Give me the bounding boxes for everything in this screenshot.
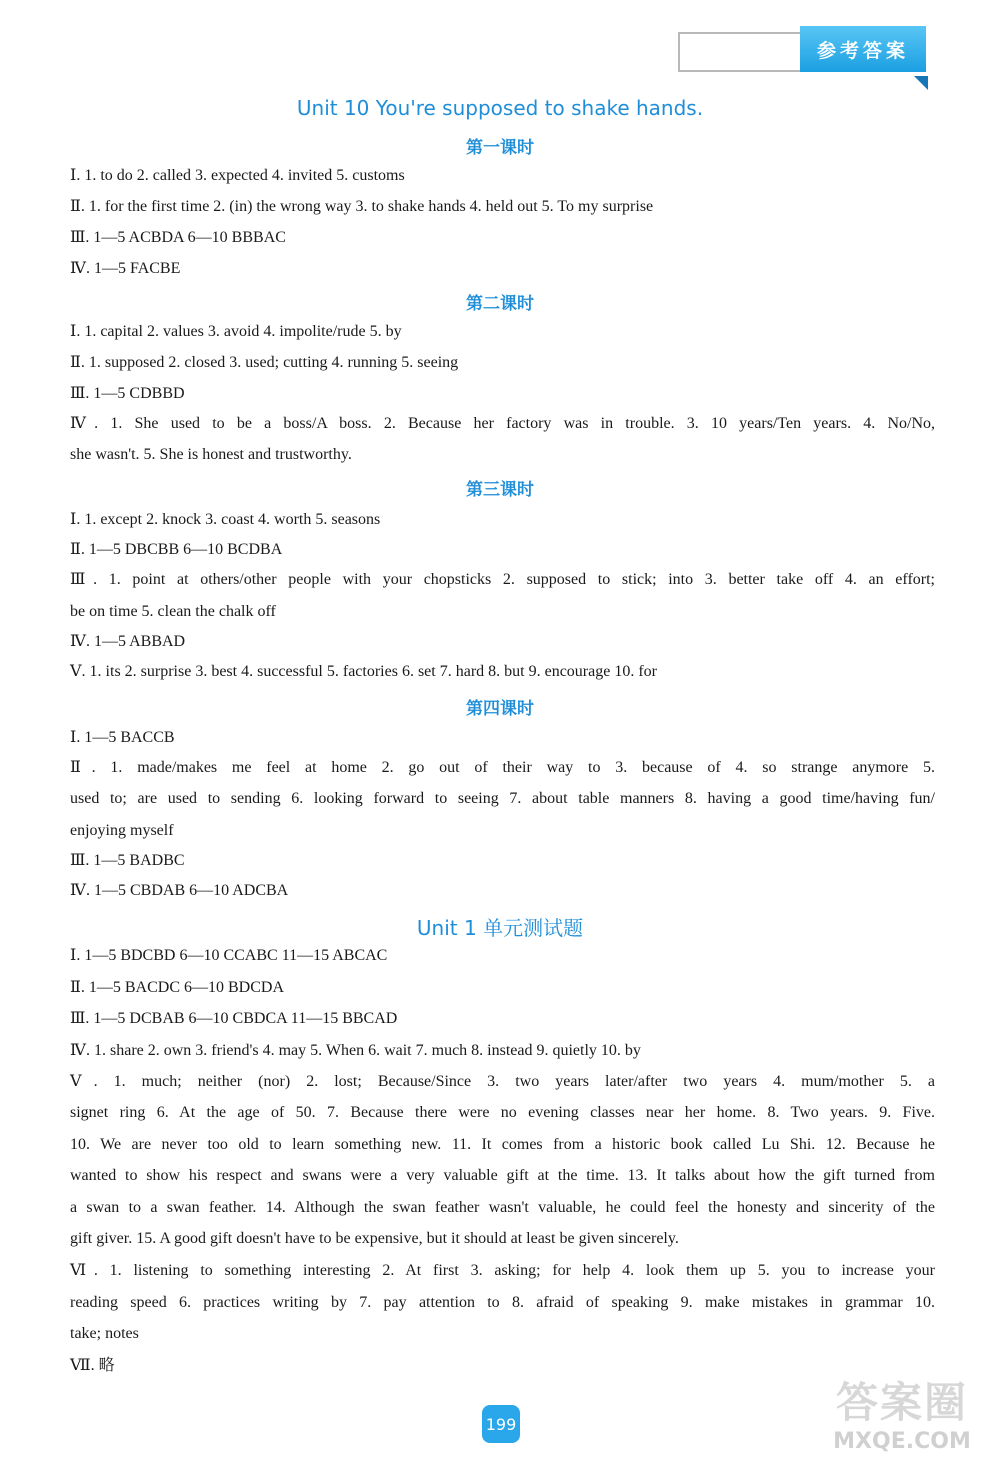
answer-line: Ⅰ. 1. except 2. knock 3. coast 4. worth 5. seasons [70,511,381,528]
unit-1-test-title: Unit 1 单元测试题 [416,916,584,940]
answer-line: Ⅰ. 1—5 BACCB [70,729,175,746]
lesson-3-title: 第三课时 [466,480,534,500]
banner-tail [914,76,928,90]
answer-line: Ⅰ. 1. capital 2. values 3. avoid 4. impolite/rude 5. by [70,323,402,340]
answer-line: 10. We are never too old to learn something new. 11. It comes from a historic book called Lu Shi. 12. Because he [70,1136,935,1153]
answer-line: Ⅱ. 1. made/makes me feel at home 2. go out of their way to 3. because of 4. so strange anymore 5. [70,759,935,776]
answer-line: she wasn't. 5. She is honest and trustworthy. [70,446,352,463]
answer-line: Ⅰ. 1—5 BDCBD 6—10 CCABC 11—15 ABCAC [70,947,388,964]
answer-line: Ⅱ. 1—5 DBCBB 6—10 BCDBA [70,541,283,558]
answer-line: Ⅳ. 1—5 ABBAD [70,633,186,650]
answer-line: Ⅲ. 1—5 ACBDA 6—10 BBBAC [70,229,286,246]
banner-box [678,32,808,72]
answer-line: Ⅳ. 1—5 FACBE [70,260,181,277]
unit-10-title: Unit 10 You're supposed to shake hands. [296,96,704,120]
answer-line: reading speed 6. practices writing by 7. pay attention to 8. afraid of speaking 9. make mistakes in grammar 10. [70,1294,935,1311]
answer-line: a swan to a swan feather. 14. Although the swan feather wasn't valuable, he could feel the honesty and sincerity of the [70,1199,935,1216]
answer-line: Ⅴ. 1. its 2. surprise 3. best 4. successful 5. factories 6. set 7. hard 8. but 9. encourage 10. for [70,663,657,680]
watermark-bottom: MXQE.COM [833,1429,971,1454]
answer-line: Ⅱ. 1. supposed 2. closed 3. used; cutting 4. running 5. seeing [70,354,459,371]
answer-line: enjoying myself [70,822,174,839]
answer-line: used to; are used to sending 6. looking forward to seeing 7. about table manners 8. having a good time/having fun/ [70,790,935,807]
answer-line: Ⅴ. 1. much; neither (nor) 2. lost; Because/Since 3. two years later/after two years 4. mum/mother 5. a [70,1073,935,1090]
answer-line: Ⅶ. 略 [70,1357,115,1374]
answer-line: Ⅱ. 1. for the first time 2. (in) the wrong way 3. to shake hands 4. held out 5. To my surprise [70,198,654,215]
answer-line: be on time 5. clean the chalk off [70,603,276,620]
answer-line: Ⅳ. 1. She used to be a boss/A boss. 2. Because her factory was in trouble. 3. 10 years/Ten years. 4. No/No, [70,415,935,432]
answer-line: Ⅲ. 1. point at others/other people with your chopsticks 2. supposed to stick; into 3. better take off 4. an effort; [70,571,935,588]
answer-key-banner [678,26,928,76]
answer-line: Ⅱ. 1—5 BACDC 6—10 BDCDA [70,979,285,996]
answer-line: Ⅳ. 1—5 CBDAB 6—10 ADCBA [70,882,289,899]
answer-line: wanted to show his respect and swans were a very valuable gift at the time. 13. It talks about how the gift turned from [70,1167,935,1184]
answer-line: Ⅲ. 1—5 BADBC [70,852,185,869]
watermark-top: 答案圈 [835,1378,968,1427]
answer-line: Ⅳ. 1. share 2. own 3. friend's 4. may 5. When 6. wait 7. much 8. instead 9. quietly 10. by [70,1042,641,1059]
answer-line: Ⅲ. 1—5 DCBAB 6—10 CBDCA 11—15 BBCAD [70,1010,398,1027]
answer-line: Ⅰ. 1. to do 2. called 3. expected 4. invited 5. customs [70,167,405,184]
answer-line: Ⅵ. 1. listening to something interesting 2. At first 3. asking; for help 4. look them up 5. you to increase your [70,1262,935,1279]
lesson-4-title: 第四课时 [466,699,534,719]
answer-line: gift giver. 15. A good gift doesn't have to be expensive, but it should at least be given sincerely. [70,1230,679,1247]
lesson-2-title: 第二课时 [466,294,534,314]
banner-label: 参考答案 [800,26,926,72]
answer-line: take; notes [70,1325,139,1342]
page-number: 199 [482,1405,520,1443]
answer-line: Ⅲ. 1—5 CDBBD [70,385,185,402]
lesson-1-title: 第一课时 [466,138,534,158]
watermark-logo [812,1378,992,1466]
answer-line: signet ring 6. At the age of 50. 7. Because there were no evening classes near her home. 8. Two years. 9. Five. [70,1104,935,1121]
